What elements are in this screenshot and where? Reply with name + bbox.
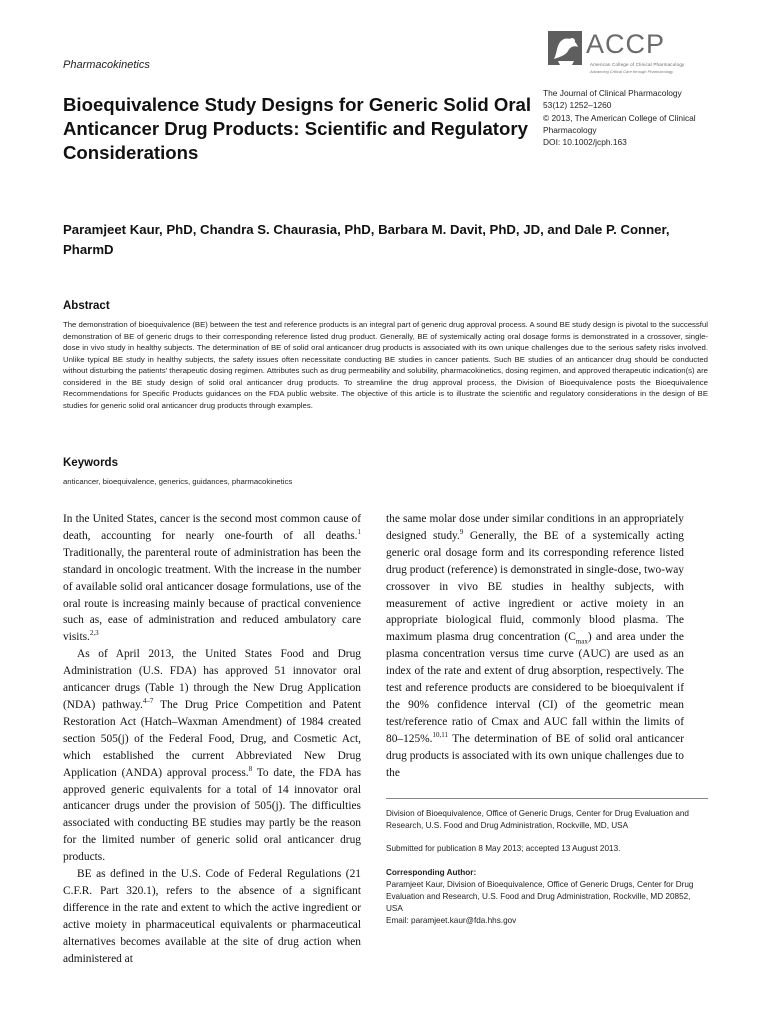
accp-logo-icon <box>546 29 586 69</box>
abstract-heading: Abstract <box>63 300 110 312</box>
abstract-body: The demonstration of bioequivalence (BE) between the test and reference products is an integral part of generic drug approval process. A sound BE study design is pivotal to the successful demonstration of BE of generic drugs to their corresponding reference listed drug product. Generally, BE of systemically acting oral dosage forms is demonstrated in a crossover, single-dose in vivo study in healthy subjects. The determination of BE of solid oral anticancer drug products is associated with its own unique challenges due to the serious safety risks involved. Unlike typical BE study in healthy subjects, the safety issues often necessitate conducting BE studies in cancer patients. Such BE studies of an anticancer drug should be conducted without disturbing the patients' therapeutic dosing regimen. Attributes such as drug permeability and solubility, pharmacokinetics, dosing regimen, and approved therapeutic indication(s) are considered in the BE study design of solid oral anticancer drug products. To streamline the drug approval process, the Division of Bioequivalence posts the Bioequivalence Recommendations for Specific Products guidances on the FDA public website. The objective of this article is to illustrate the scientific and regulatory considerations in the design of BE studies for generic solid oral anticancer drug products through examples. <box>63 320 708 410</box>
journal-info <box>543 87 708 148</box>
footnote-divider <box>386 798 708 799</box>
article-title: Bioequivalence Study Designs for Generic Solid Oral Anticancer Drug Products: Scientific and Regulatory Considerations <box>63 94 532 163</box>
body-paragraph: In the United States, cancer is the second most common cause of death, accounting for nearly one-fourth of all deaths.$^1$ Traditionally, the parenteral route of administration has been the standard in oncologic treatment. With the increase in the number of available solid oral anticancer dosage formulations, use of the oral route is increasing mainly because of practical convenience such as, ease of administration and reduced ambulatory care visits.$^{2,3}$ <box>63 513 361 644</box>
submission-dates: Submitted for publication 8 May 2013; accepted 13 August 2013. <box>386 844 621 854</box>
body-paragraph: the same molar dose under similar conditions in an appropriately designed study.$^9$ Generally, the BE of a systemically acting generic oral dosage form and its corresponding reference listed drug product (reference) is demonstrated in single-dose, two-way crossover in vivo BE studies in healthy subjects, with measurement of active ingredient or active moiety in an appropriate biological fluid, commonly blood plasma. The maximum plasma drug concentration $(C_{max})$ and area under the plasma concentration versus time curve (AUC) are used as an index of the rate and extent of drug absorption, respectively. The test and reference products are considered to be bioequivalent if the 90% confidence interval (CI) of the geometric mean test/reference ratio of Cmax and AUC fall within the limits of 80–125%.$^{10,11}$ The determination of BE of solid oral anticancer drug products is associated with its own unique challenges due to the <box>386 513 684 779</box>
footnotes <box>386 808 708 928</box>
author-list: Paramjeet Kaur, PhD, Chandra S. Chaurasia, PhD, Barbara M. Davit, PhD, JD, and Dale P. Conner, PharmD <box>63 222 670 257</box>
body-paragraph: As of April 2013, the United States Food and Drug Administration (U.S. FDA) has approved 51 innovator oral anticancer drugs (Table 1) through the New Drug Application (NDA) pathway.$^{4-7}$ The Drug Price Competition and Patent Restoration Act (Hatch–Waxman Amendment) of 1984 created section 505(j) of the Federal Food, Drug, and Cosmetic Act, which established the current Abbreviated New Drug Application (ANDA) approval process.$^8$ To date, the FDA has approved generic equivalents for a total of 14 innovator oral anticancer drugs under the provision of 505(j). The difficulties associated with conducting BE studies may partly be the reason for the limited number of generic solid oral anticancer drug products. <box>63 648 362 864</box>
body-paragraph: BE as defined in the U.S. Code of Federal Regulations (21 C.F.R. Part 320.1), refers to the absence of a significant difference in the rate and extent to which the active ingredient or active moiety in pharmaceutical equivalents or pharmaceutical alternatives becomes available at the site of drug action when administered at <box>63 868 361 965</box>
accp-logo <box>546 29 726 77</box>
logo-name: ACCP <box>586 29 666 59</box>
logo-subtitle: American College of Clinical Pharmacology <box>590 62 685 67</box>
corresponding-author-email[interactable]: Email: paramjeet.kaur@fda.hhs.gov <box>386 916 517 926</box>
journal-volume: 53(12) 1252–1260 <box>543 100 612 111</box>
keywords-heading: Keywords <box>63 457 118 469</box>
logo-tagline: Advancing Critical Care through Pharmacology <box>590 69 674 74</box>
corresponding-author <box>386 867 708 928</box>
journal-copyright: © 2013, The American College of Clinical Pharmacology <box>543 112 696 135</box>
affiliation: Division of Bioequivalence, Office of Generic Drugs, Center for Drug Evaluation and Research, U.S. Food and Drug Administration, Rockville, MD, USA <box>386 809 689 831</box>
section-label: Pharmacokinetics <box>63 59 150 71</box>
body-column-right <box>386 511 684 782</box>
body-column-left <box>63 511 361 967</box>
journal-doi[interactable]: DOI: 10.1002/jcph.163 <box>543 137 627 148</box>
corresponding-author-heading: Corresponding Author: <box>386 867 477 877</box>
keywords-body: anticancer, bioequivalence, generics, guidances, pharmacokinetics <box>63 477 293 486</box>
corresponding-author-details: Paramjeet Kaur, Division of Bioequivalence, Office of Generic Drugs, Center for Drug Evaluation and Research, U.S. Food and Drug Administration, Rockville, MD 20852, USA <box>386 879 694 914</box>
journal-name: The Journal of Clinical Pharmacology <box>543 88 682 98</box>
